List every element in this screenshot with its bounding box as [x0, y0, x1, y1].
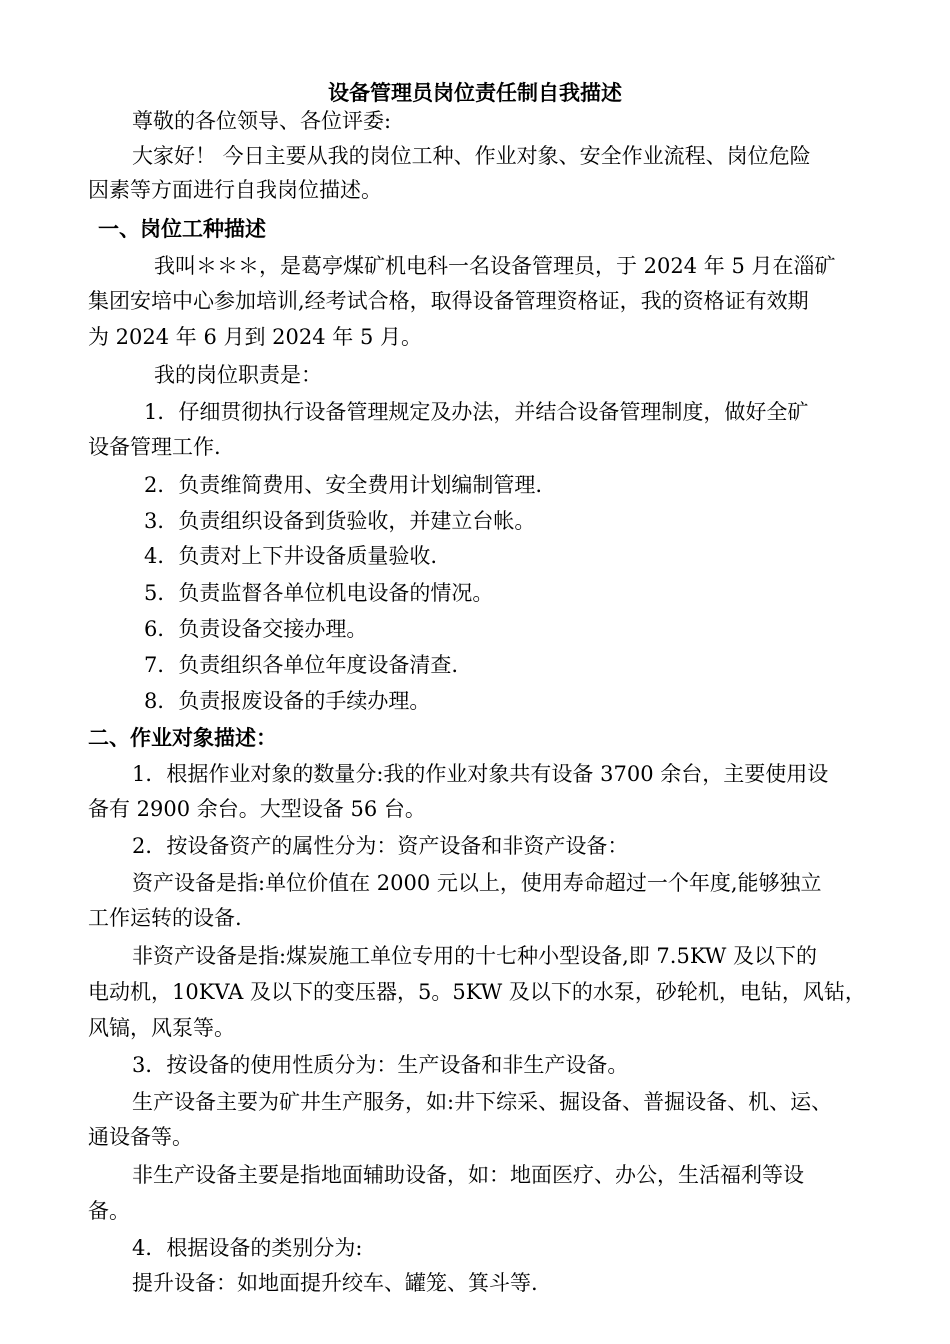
paragraph-line: 备。: [88, 1199, 130, 1223]
list-item: 4．负责对上下井设备质量验收.: [144, 544, 438, 568]
paragraph-line: 因素等方面进行自我岗位描述。: [88, 178, 382, 202]
list-item: 7．负责组织各单位年度设备清查.: [144, 653, 459, 677]
paragraph-line: 1．根据作业对象的数量分:我的作业对象共有设备 3700 余台，主要使用设: [132, 762, 829, 786]
paragraph-line: 2．按设备资产的属性分为：资产设备和非资产设备：: [132, 834, 629, 858]
section-heading-2: 二、作业对象描述：: [88, 726, 277, 750]
document-title: 设备管理员岗位责任制自我描述: [328, 81, 622, 105]
paragraph-line: 生产设备主要为矿井生产服务，如:井下综采、掘设备、普掘设备、机、运、: [132, 1090, 833, 1114]
paragraph-line: 提升设备：如地面提升绞车、罐笼、箕斗等.: [132, 1271, 538, 1295]
paragraph-line: 备有 2900 余台。大型设备 56 台。: [88, 797, 426, 821]
paragraph-line: 4．根据设备的类别分为:: [132, 1236, 363, 1260]
list-item-continuation: 设备管理工作.: [88, 435, 221, 459]
paragraph-line: 非资产设备是指:煤炭施工单位专用的十七种小型设备,即 7.5KW 及以下的: [132, 944, 818, 968]
paragraph-line: 资产设备是指:单位价值在 2000 元以上，使用寿命超过一个年度,能够独立: [132, 871, 822, 895]
paragraph-line: 大家好！ 今日主要从我的岗位工种、作业对象、安全作业流程、岗位危险: [132, 144, 811, 168]
greeting-line: 尊敬的各位领导、各位评委:: [132, 109, 392, 133]
paragraph-line: 我叫＊＊＊，是葛亭煤矿机电科一名设备管理员，于 2024 年 5 月在淄矿: [154, 254, 836, 278]
list-item: 3．负责组织设备到货验收，并建立台帐。: [144, 509, 536, 533]
paragraph-line: 风镐，风泵等。: [88, 1016, 235, 1040]
list-item: 8．负责报废设备的手续办理。: [144, 689, 431, 713]
paragraph-line: 通设备等。: [88, 1125, 193, 1149]
paragraph-line: 非生产设备主要是指地面辅助设备，如：地面医疗、办公，生活福利等设: [132, 1163, 804, 1187]
paragraph-line: 电动机，10KVA 及以下的变压器，5。5KW 及以下的水泵，砂轮机，电钻，风钻，: [88, 980, 866, 1004]
paragraph-line: 集团安培中心参加培训,经考试合格，取得设备管理资格证，我的资格证有效期: [88, 289, 809, 313]
list-item: 1．仔细贯彻执行设备管理规定及办法，并结合设备管理制度，做好全矿: [144, 400, 809, 424]
paragraph-line: 工作运转的设备.: [88, 906, 242, 930]
paragraph-line: 我的岗位职责是：: [154, 363, 322, 387]
paragraph-line: 为 2024 年 6 月到 2024 年 5 月。: [88, 325, 423, 349]
list-item: 2．负责维简费用、安全费用计划编制管理.: [144, 473, 543, 497]
paragraph-line: 3．按设备的使用性质分为：生产设备和非生产设备。: [132, 1053, 629, 1077]
list-item: 6．负责设备交接办理。: [144, 617, 368, 641]
section-heading-1: 一、岗位工种描述: [98, 217, 266, 241]
list-item: 5．负责监督各单位机电设备的情况。: [144, 581, 494, 605]
